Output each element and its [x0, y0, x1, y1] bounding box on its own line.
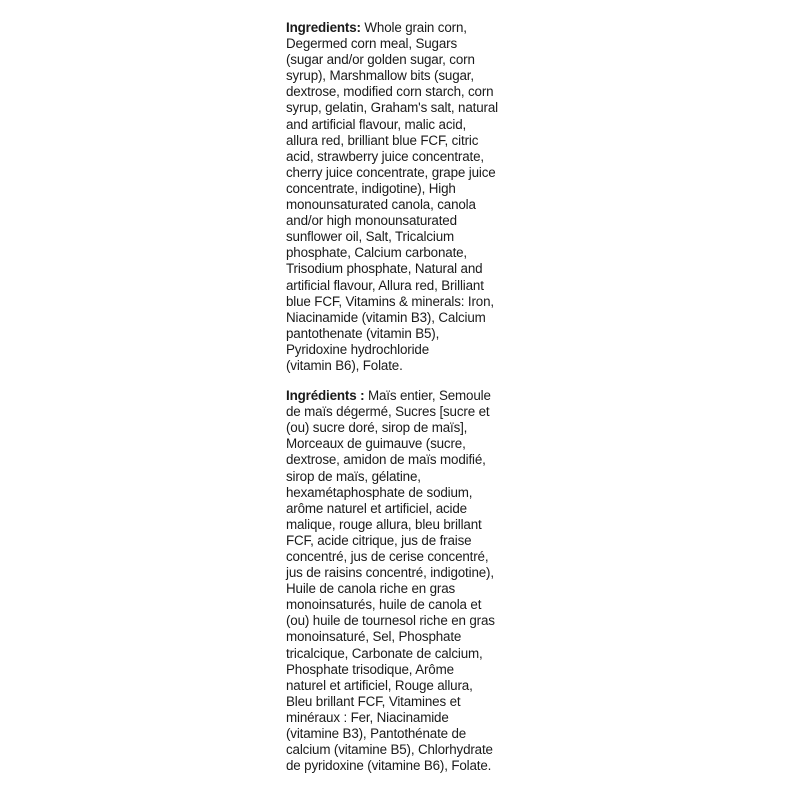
ingredients-french-line: calcium (vitamine B5), Chlorhydrate [286, 742, 493, 758]
ingredients-english-line: and artificial flavour, malic acid, [286, 116, 467, 132]
ingredients-french-line: sirop de maïs, gélatine, [286, 468, 421, 484]
ingredients-french-heading: Ingrédients : [286, 388, 365, 404]
ingredients-french-line: jus de raisins concentré, indigotine), [286, 565, 494, 581]
ingredients-english-line: cherry juice concentrate, grape juice [286, 164, 496, 180]
ingredients-french-line: (vitamine B3), Pantothénate de [286, 726, 467, 742]
ingredients-french-line: arôme naturel et artificiel, acide [286, 500, 467, 516]
ingredients-french-line: minéraux : Fer, Niacinamide [286, 709, 449, 725]
ingredients-french-line: dextrose, amidon de maïs modifié, [286, 452, 486, 468]
ingredients-english-first-text: Whole grain corn, [360, 20, 467, 35]
ingredients-english-line: and/or high monounsaturated [286, 213, 457, 229]
ingredients-french-line: de pyridoxine (vitamine B6), Folate. [286, 758, 492, 774]
ingredients-english-line: sunflower oil, Salt, Tricalcium [286, 229, 454, 245]
ingredients-french-line: Bleu brillant FCF, Vitamines et [286, 693, 461, 709]
ingredients-french-line: Morceaux de guimauve (sucre, [286, 436, 466, 452]
ingredients-french-line: FCF, acide citrique, jus de fraise [286, 532, 472, 548]
ingredients-french-line: (ou) huile de tournesol riche en gras [286, 613, 495, 629]
ingredients-french-line: monoinsaturé, Sel, Phosphate [286, 629, 462, 645]
ingredients-french-line: (ou) sucre doré, sirop de maïs], [286, 420, 468, 436]
ingredients-french-first-line [286, 388, 526, 404]
ingredients-english-line: acid, strawberry juice concentrate, [286, 148, 484, 164]
ingredients-english-line: phosphate, Calcium carbonate, [286, 245, 468, 261]
ingredients-english-line: (sugar and/or golden sugar, corn [286, 52, 475, 68]
ingredients-english-line: Degermed corn meal, Sugars [286, 36, 458, 52]
ingredients-french-line: naturel et artificiel, Rouge allura, [286, 677, 473, 693]
ingredients-english-line: syrup), Marshmallow bits (sugar, [286, 68, 474, 84]
ingredients-english-heading: Ingredients: [286, 20, 361, 35]
ingredients-panel [286, 20, 526, 774]
ingredients-english [286, 20, 526, 374]
ingredients-english-first-line [286, 20, 526, 36]
ingredients-french-line: hexamétaphosphate de sodium, [286, 484, 473, 500]
ingredients-english-line: (vitamin B6), Folate. [286, 357, 403, 373]
ingredients-french-line: monoinsaturés, huile de canola et [286, 597, 482, 613]
ingredients-french [286, 388, 526, 774]
ingredients-french-line: concentré, jus de cerise concentré, [286, 549, 489, 564]
ingredients-english-line: Niacinamide (vitamin B3), Calcium [286, 309, 486, 325]
ingredients-french-line: tricalcique, Carbonate de calcium, [286, 645, 483, 661]
ingredients-english-line: Trisodium phosphate, Natural and [286, 261, 483, 277]
ingredients-english-line: syrup, gelatin, Graham's salt, natural [286, 100, 498, 116]
ingredients-english-line: monounsaturated canola, canola [286, 197, 476, 213]
ingredients-english-line: Pyridoxine hydrochloride [286, 341, 430, 357]
ingredients-french-first-text: Maïs entier, Semoule [364, 388, 491, 404]
ingredients-english-line: dextrose, modified corn starch, corn [286, 84, 494, 100]
ingredients-english-line: allura red, brilliant blue FCF, citric [286, 132, 479, 148]
ingredients-english-line: blue FCF, Vitamins & minerals: Iron, [286, 293, 494, 309]
ingredients-french-line: de maïs dégermé, Sucres [sucre et [286, 404, 490, 420]
ingredients-english-line: concentrate, indigotine), High [286, 180, 456, 196]
ingredients-english-line: pantothenate (vitamin B5), [286, 325, 440, 341]
ingredients-french-line: Huile de canola riche en gras [286, 581, 456, 597]
ingredients-english-line: artificial flavour, Allura red, Brilliant [286, 277, 484, 293]
ingredients-french-line: malique, rouge allura, bleu brillant [286, 516, 482, 532]
ingredients-french-line: Phosphate trisodique, Arôme [286, 661, 454, 677]
